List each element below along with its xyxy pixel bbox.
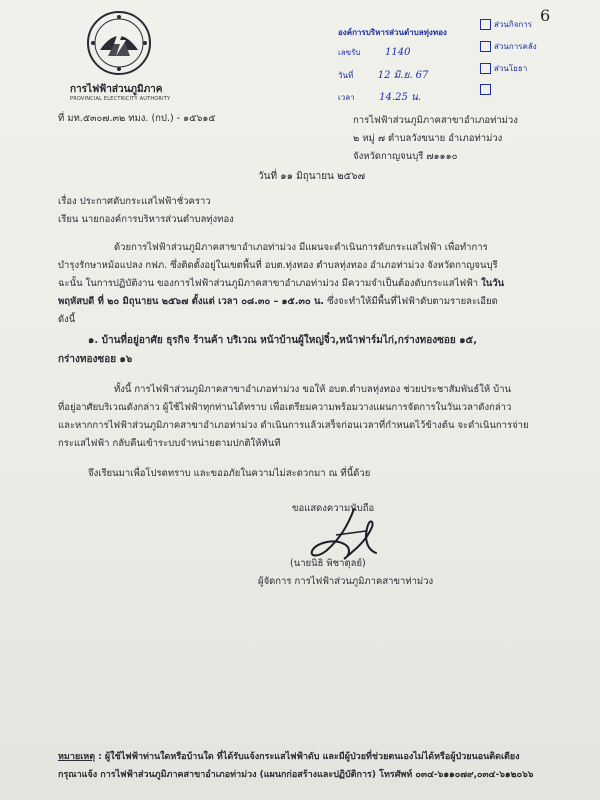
checkbox-icon <box>480 63 491 74</box>
closing-sentence: จึงเรียนมาเพื่อโปรดทราบ และขออภัยในความไม่สะดวกมา ณ ที่นี้ด้วย <box>88 468 371 479</box>
letter-subject: เรื่อง ประกาศดับกระแสไฟฟ้าชั่วคราว <box>58 196 211 207</box>
checkbox-icon <box>480 19 491 30</box>
letter-date: วันที่ ๑๑ มิถุนายน ๒๕๖๗ <box>258 171 366 182</box>
letter-recipient: เรียน นายกองค์การบริหารส่วนตำบลทุ่งทอง <box>58 214 234 225</box>
checkbox-label: ส่วนการคลัง <box>494 42 537 51</box>
regards: ขอแสดงความนับถือ <box>292 503 375 514</box>
stamp-value: 14.25 น. <box>379 92 421 103</box>
org-name-en: PROVINCIAL ELECTRICITY AUTHORITY <box>70 96 171 102</box>
address-line: จังหวัดกาญจนบุรี ๗๑๑๑๐ <box>353 151 458 162</box>
signer-name: (นายนิธิ พิชาตุลย์) <box>290 558 366 569</box>
paragraph-line <box>58 293 568 311</box>
stamp-title: องค์การบริหารส่วนตำบลทุ่งทอง <box>338 28 447 37</box>
text-span: ฉะนั้น ในการปฏิบัติงาน ของการไฟฟ้าส่วนภูมิภาคสาขาอำเภอท่าม่วง มีความจำเป็นต้องดับกระแสไฟฟ้า <box>58 278 482 289</box>
stamp-value: 12 มิ.ย. 67 <box>377 70 429 81</box>
paragraph-intro <box>58 239 568 329</box>
stamp-label: วันที่ <box>338 71 354 80</box>
stamp-value: 1140 <box>385 47 411 58</box>
stamp-checkbox-row <box>480 18 532 31</box>
signer-position: ผู้จัดการ การไฟฟ้าส่วนภูมิภาคสาขาท่าม่วง <box>258 576 434 587</box>
checkbox-label: ส่วนกิจการ <box>494 20 533 29</box>
stamp-checkbox-row <box>480 62 527 75</box>
sender-address <box>353 112 518 166</box>
address-line: การไฟฟ้าส่วนภูมิภาคสาขาอำเภอท่าม่วง <box>353 115 518 126</box>
page-number: 6 <box>540 6 551 25</box>
text-span-bold: ในวัน <box>481 278 505 289</box>
stamp-label: เลขรับ <box>338 48 361 57</box>
receipt-stamp <box>338 4 568 104</box>
paragraph-line: ด้วยการไฟฟ้าส่วนภูมิภาคสาขาอำเภอท่าม่วง มีแผนจะดำเนินการดับกระแสไฟฟ้า เพื่อทำการ <box>114 242 488 253</box>
paragraph-line: กระแสไฟฟ้า กลับคืนเข้าระบบจำหน่ายตามปกติให้ทันที <box>58 438 281 449</box>
affected-area-line: ๑. บ้านที่อยู่อาศัย ธุรกิจ ร้านค้า บริเวณ หน้าบ้านผู้ใหญ่จิ๋ว,หน้าฟาร์มไก่,กร่างทองซอย ๑๕, <box>88 335 477 346</box>
stamp-row-received-no <box>338 46 410 59</box>
footnote-line: กรุณาแจ้ง การไฟฟ้าส่วนภูมิภาคสาขาอำเภอท่าม่วง (แผนกก่อสร้างและปฏิบัติการ) โทรศัพท์ ๐๓๔-๖๑๑๐๗๙,๐๓๔-๖๑๒๐๖๖ <box>58 770 534 780</box>
checkbox-icon <box>480 41 491 52</box>
stamp-checkbox-row <box>480 84 494 95</box>
checkbox-label: ส่วนโยธา <box>494 64 528 73</box>
org-name-th: การไฟฟ้าส่วนภูมิภาค <box>70 84 163 95</box>
footnote-line <box>58 748 534 766</box>
affected-area-line: กร่างทองซอย ๑๖ <box>58 354 133 365</box>
paragraph-line <box>58 275 568 293</box>
paragraph-line: ที่อยู่อาศัยบริเวณดังกล่าว ผู้ใช้ไฟฟ้าทุกท่านได้ทราบ เพื่อเตรียมความพร้อมวางแผนการจัดการในวันเวลาดังกล่าว <box>58 402 512 413</box>
paragraph-line: บำรุงรักษาหม้อแปลง กฟภ. ซึ่งติดตั้งอยู่ในเขตพื้นที่ อบต.ทุ่งทอง ตำบลทุ่งทอง อำเภอท่าม่วง จังหวัดกาญจนบุรี <box>58 260 498 271</box>
stamp-checkbox-row <box>480 40 537 53</box>
text-span: ซึ่งจะทำให้มีพื้นที่ไฟฟ้าดับตามรายละเอียด <box>324 296 498 307</box>
stamp-label: เวลา <box>338 93 355 102</box>
stamp-row-date <box>338 68 428 83</box>
footnote-label: หมายเหตุ <box>58 752 96 762</box>
document-number: ที่ มท.๕๓๐๗.๓๒ ทมง. (กป.) - ๑๕๖๑๕ <box>58 113 216 124</box>
stamp-row-time <box>338 90 421 105</box>
outage-datetime: พฤหัสบดี ที่ ๒๐ มิถุนายน ๒๕๖๗ ตั้งแต่ เวลา ๐๘.๓๐ – ๑๕.๓๐ น. <box>58 296 325 307</box>
checkbox-icon <box>480 84 491 95</box>
pea-logo <box>86 10 152 76</box>
address-line: ๒ หมู่ ๗ ตำบลวังขนาย อำเภอท่าม่วง <box>353 133 503 144</box>
paragraph-request <box>58 381 568 453</box>
footnote <box>58 748 534 784</box>
paragraph-line: ดังนี้ <box>58 314 76 325</box>
paragraph-line: และหากการไฟฟ้าส่วนภูมิภาคสาขาอำเภอท่าม่วง ดำเนินการแล้วเสร็จก่อนเวลาที่กำหนดไว้ข้างต้น จะดำเนินการจ่าย <box>58 420 529 431</box>
paragraph-line: ทั้งนี้ การไฟฟ้าส่วนภูมิภาคสาขาอำเภอท่าม่วง ขอให้ อบต.ตำบลทุ่งทอง ช่วยประชาสัมพันธ์ให้ บ้าน <box>114 384 512 395</box>
footnote-text: : ผู้ใช้ไฟฟ้าท่านใดหรือบ้านใด ที่ได้รับแจ้งกระแสไฟฟ้าดับ และมีผู้ป่วยที่ช่วยตนเองไม่ได้หรือผู้ป่วยนอนติดเตียง <box>95 752 520 762</box>
